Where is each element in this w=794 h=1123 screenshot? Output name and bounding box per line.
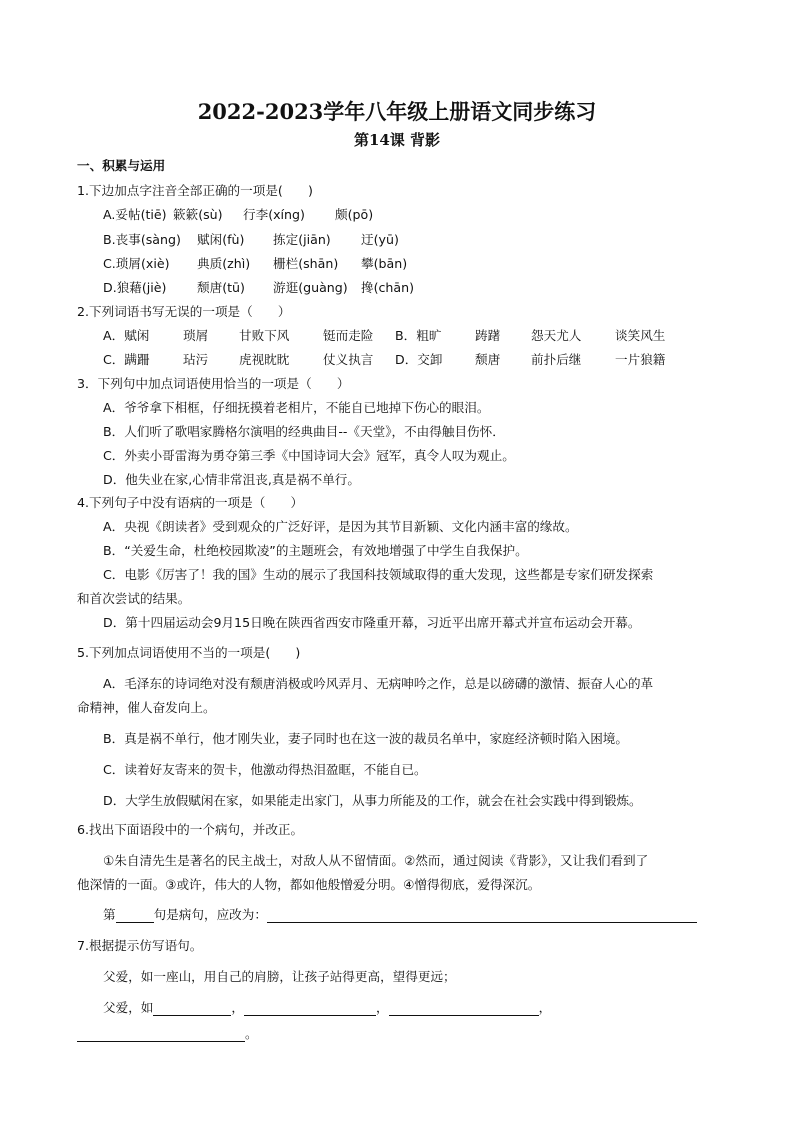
q5-option-a-line1: A．毛泽东的诗词绝对没有颓唐消极或吟风弄月、无病呻吟之作，总是以磅礴的激情、振奋人心的革: [103, 676, 654, 691]
q6-paragraph-line2: 他深情的一面。③或许，伟大的人物，都如他般憎爱分明。④憎得彻底，爱得深沉。: [77, 877, 541, 892]
q7-fill-line1: 父爱，如 ， ， ，: [103, 1000, 552, 1015]
q4-option-c-line2: 和首次尝试的结果。: [77, 591, 191, 606]
q7-blank-1[interactable]: [153, 1002, 231, 1016]
q5-stem: 5.下列加点词语使用不当的一项是( ): [77, 645, 301, 660]
q6-correction-blank[interactable]: [267, 909, 697, 923]
q6-answer-line: 第 句是病句，应改为：: [103, 907, 697, 923]
q6-sentence-number-blank[interactable]: [116, 909, 154, 923]
q7-fill-line2: 。: [77, 1026, 258, 1042]
q4-option-d: D．第十四届运动会9月15日晚在陕西省西安市隆重开幕，习近平出席开幕式并宣布运动会开幕。: [103, 615, 641, 630]
q7-blank-3[interactable]: [389, 1002, 539, 1016]
lesson-subtitle: 第14课 背影: [353, 131, 441, 149]
q4-option-c-line1: C．电影《厉害了！我的国》生动的展示了我国科技领域取得的重大发现，这些都是专家们研发探索: [103, 567, 654, 582]
section-heading: 一、积累与运用: [77, 158, 166, 173]
q3-option-c: C．外卖小哥雷海为勇夺第三季《中国诗词大会》冠军，真令人叹为观止。: [103, 448, 515, 463]
q1-option-b: B.丧事(sàng) 赋闲(fù) 拣定(jiān) 迂(yū): [103, 232, 399, 247]
q3-option-a: A．爷爷拿下相框，仔细抚摸着老相片，不能自已地掉下伤心的眼泪。: [103, 400, 490, 415]
q1-option-d: D.狼藉(jiè) 颓唐(tū) 游逛(guàng) 搀(chān): [103, 280, 415, 295]
q5-option-b: B．真是祸不单行，他才刚失业，妻子同时也在这一波的裁员名单中，家庭经济顿时陷入困境。: [103, 731, 628, 746]
q4-option-a: A．央视《朗读者》受到观众的广泛好评，是因为其节目新颖、文化内涵丰富的缘故。: [103, 519, 578, 534]
q2-stem: 2.下列词语书写无误的一项是（ ）: [77, 304, 291, 319]
q3-stem: 3．下列句中加点词语使用恰当的一项是（ ）: [77, 376, 350, 391]
q4-stem: 4.下列句子中没有语病的一项是（ ）: [77, 495, 304, 510]
q7-blank-2[interactable]: [244, 1002, 376, 1016]
q3-option-d: D．他失业在家,心情非常沮丧,真是祸不单行。: [103, 472, 360, 487]
q1-option-a: A.妥帖(tiē) 簌簌(sù) 行李(xíng) 颇(pō): [103, 207, 374, 222]
q6-stem: 6.找出下面语段中的一个病句，并改正。: [77, 822, 304, 837]
q5-option-c: C．读着好友寄来的贺卡，他激动得热泪盈眶，不能自已。: [103, 762, 427, 777]
q6-paragraph-line1: ①朱自清先生是著名的民主战士，对敌人从不留情面。②然而，通过阅读《背影》，又让我们看到了: [103, 853, 649, 868]
q5-option-d: D．大学生放假赋闲在家，如果能走出家门，从事力所能及的工作，就会在社会实践中得到锻炼。: [103, 793, 642, 808]
q7-blank-4[interactable]: [77, 1028, 245, 1042]
q4-option-b: B．“关爱生命，杜绝校园欺凌”的主题班会，有效地增强了中学生自我保护。: [103, 543, 528, 558]
q7-stem: 7.根据提示仿写语句。: [77, 938, 203, 953]
q2-row-cd: C．蹒跚 玷污 虎视眈眈 仗义执言 D．交卸 颓唐 前扑后继 一片狼籍: [103, 352, 666, 367]
q5-option-a-line2: 命精神，催人奋发向上。: [77, 700, 216, 715]
q1-stem: 1.下边加点字注音全部正确的一项是( ): [77, 183, 313, 198]
q7-example: 父爱，如一座山，用自己的肩膀，让孩子站得更高，望得更远；: [103, 969, 456, 984]
q2-row-ab: A．赋闲 琐屑 甘败下风 铤而走险 B．粗旷 踌躇 怨天尤人 谈笑风生: [103, 328, 666, 343]
page-title: 2022-2023学年八年级上册语文同步练习: [197, 99, 597, 124]
q1-option-c: C.琐屑(xiè) 典质(zhì) 栅栏(shān) 攀(bān): [103, 256, 408, 271]
q3-option-b: B．人们听了歌唱家腾格尔演唱的经典曲目--《天堂》，不由得触目伤怀．: [103, 424, 505, 439]
